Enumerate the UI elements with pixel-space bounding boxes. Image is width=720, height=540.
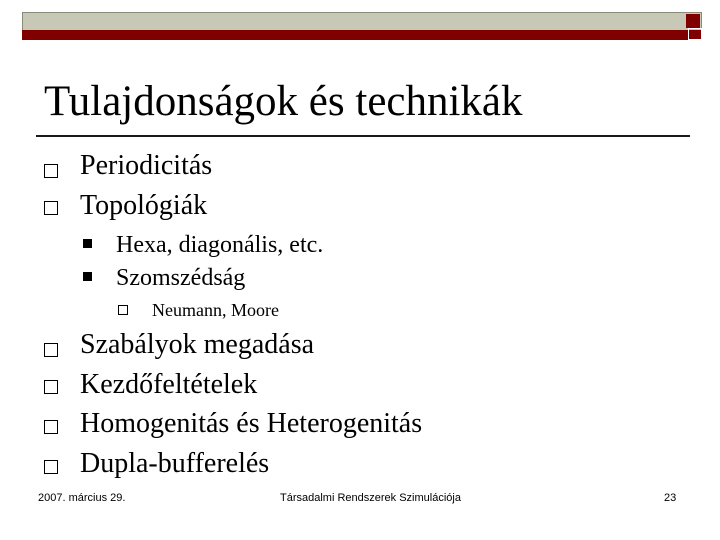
sub-sub-bullet-item: Neumann, Moore [152, 300, 279, 320]
corner-square [686, 14, 700, 28]
corner-outline-square [688, 28, 702, 40]
hollow-square-bullet-icon [44, 164, 58, 178]
footer-page-number: 23 [664, 492, 677, 504]
footer-course-title: Társadalmi Rendszerek Szimulációja [280, 492, 461, 504]
bullet-item: Kezdőfeltételek [80, 369, 258, 400]
hollow-square-bullet-icon [44, 380, 58, 394]
bullet-item: Periodicitás [80, 150, 213, 181]
bullet-item: Homogenitás és Heterogenitás [80, 408, 423, 439]
bullet-item: Dupla-bufferelés [80, 448, 270, 479]
top-decorative-band [22, 12, 702, 40]
slide-title: Tulajdonságok és technikák [44, 78, 523, 125]
hollow-square-bullet-icon [44, 420, 58, 434]
title-underline [36, 135, 690, 137]
hollow-square-bullet-icon [44, 343, 58, 357]
bullet-item: Topológiák [80, 190, 208, 221]
hollow-square-bullet-icon [44, 460, 58, 474]
hollow-square-bullet-icon [118, 305, 128, 315]
maroon-stripe [22, 30, 702, 40]
sub-bullet-item: Szomszédság [116, 265, 246, 291]
bullet-item: Szabályok megadása [80, 329, 315, 360]
filled-square-bullet-icon [83, 272, 92, 281]
hollow-square-bullet-icon [44, 201, 58, 215]
footer-date: 2007. március 29. [38, 492, 126, 504]
filled-square-bullet-icon [83, 239, 92, 248]
sub-bullet-item: Hexa, diagonális, etc. [116, 232, 324, 258]
